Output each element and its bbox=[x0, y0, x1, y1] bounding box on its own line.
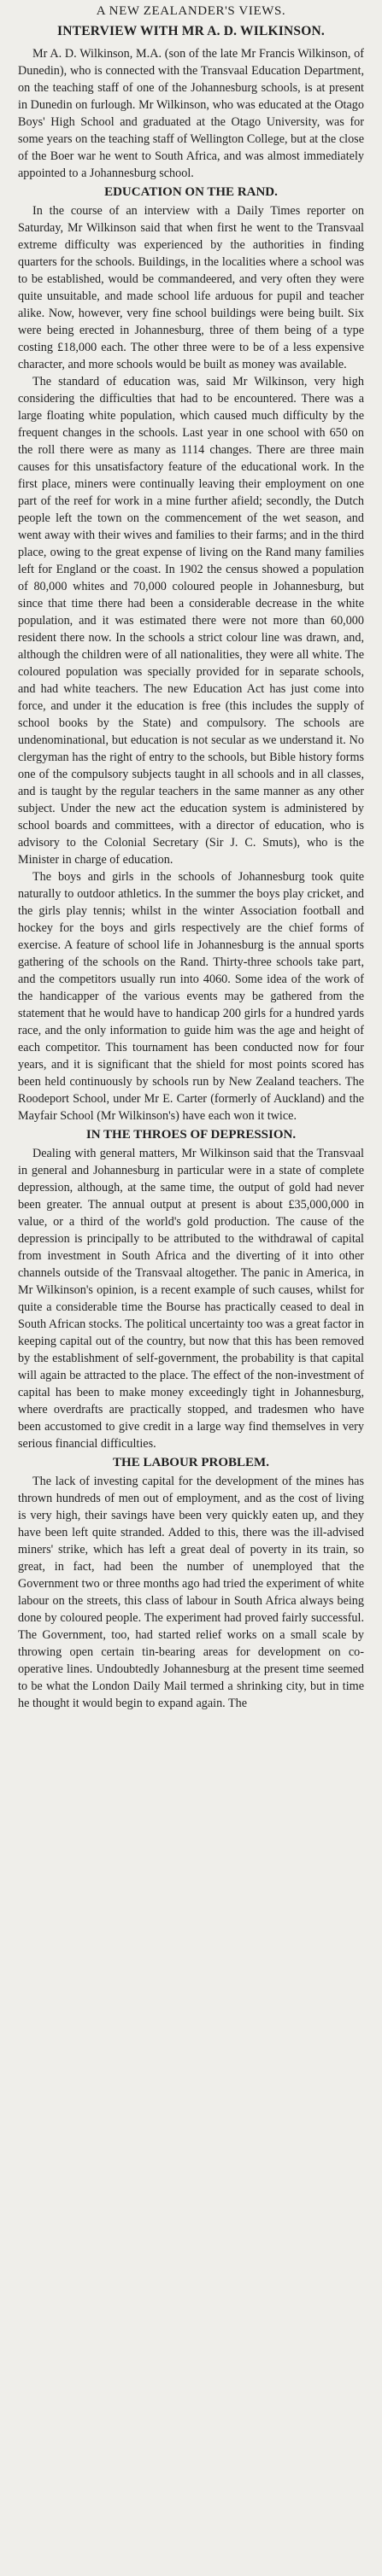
section-heading: EDUCATION ON THE RAND. bbox=[104, 185, 278, 199]
section-intro bbox=[18, 45, 364, 182]
section-education bbox=[18, 184, 364, 1124]
paragraph: Mr A. D. Wilkinson, M.A. (son of the late Mr Francis Wilkinson, of Dunedin), who is connected with the Transvaal Education Department, on the teaching staff of one of the Johannesburg schools, is at present in Dunedin on furlough. Mr Wilkinson, who was educated at the Otago Boys' High School and graduated at the Otago University, was for some years on the teaching staff of Wellington College, but at the close of the Boer war he went to South Africa, and was almost immediately appointed to a Johannesburg school. bbox=[18, 47, 364, 180]
paragraph: The boys and girls in the schools of Johannesburg took quite naturally to outdoor athletics. In the summer the boys play cricket, and the girls play tennis; whilst in the winter Association football and hockey for the boys and girls respectively are the chief forms of exercise. A feature of school life in Johannesburg is the annual sports gathering of the schools on the Rand. Thirty-three schools take part, and the competitors usually run into 4060. Some idea of the work of the handicapper of the various events may be gathered from the statement that he would have to handicap 200 girls for a hundred yards race, and the only information to guide him was the age and height of each competitor. This tournament has been conducted now for four years, and it is significant that the shield for most points scored has been held continuously by schools run by New Zealand teachers. The Roodeport School, under Mr E. Carter (formerly of Auckland) and the Mayfair School (Mr Wilkinson's) have each won it twice. bbox=[18, 870, 364, 1123]
section-labour bbox=[18, 1454, 364, 1712]
paragraph: Dealing with general matters, Mr Wilkinson said that the Transvaal in general and Johannesburg in particular were in a state of complete depression, although, at the same time, the output of gold had never been greater. The annual output at present is about £35,000,000 in value, or a third of the world's gold production. The cause of the depression is principally to be attributed to the withdrawal of capital from investment in South Africa and the diverting of it into other channels outside of the Transvaal altogether. The panic in America, in Mr Wilkinson's opinion, is a recent example of such causes, whilst for quite a considerable time the Bourse has practically ceased to deal in South African stocks. The political uncertainty too was a great factor in keeping capital out of the country, but now that this has been removed by the establishment of self-government, the probability is that capital will again be attracted to the place. The effect of the non-investment of capital has been to make money exceedingly tight in Johannesburg, where overdrafts are practically stopped, and tradesmen who have been accustomed to give credit in a large way find themselves in very serious financial difficulties. bbox=[18, 1147, 364, 1451]
paragraph: In the course of an interview with a Daily Times reporter on Saturday, Mr Wilkinson said that when first he went to the Transvaal extreme difficulty was experienced by the authorities in finding quarters for the schools. Buildings, in the localities where a school was to be established, would be commandeered, and very often they were quite unsuitable, and made school life arduous for pupil and teacher alike. Now, however, very fine school buildings were being built. Six were being erected in Johannesburg, three of them being of a type costing £18,000 each. The other three were to be of a less expensive character, and more schools would be built as money was available. bbox=[18, 204, 364, 371]
paragraph: The lack of investing capital for the development of the mines has thrown hundreds of men out of employment, and as the cost of living is very high, their savings have been very quickly eaten up, and they have been left quite stranded. Added to this, there was the ill-advised miners' strike, which has left a great deal of poverty in its train, so great, in fact, had been the number of unemployed that the Government two or three months ago had tried the experiment of white labour on the streets, this class of labour in South Africa always being done by coloured people. The experiment had proved fairly successful. The Government, too, had started relief works on a small scale by throwing open certain tin-bearing areas for development on co-operative lines. Undoubtedly Johannesburg at the present time seemed to be what the London Daily Mail termed a shrinking city, but in time he thought it would begin to expand again. The bbox=[18, 1475, 364, 1710]
section-heading: THE LABOUR PROBLEM. bbox=[113, 1456, 269, 1469]
article-headline: INTERVIEW WITH MR A. D. WILKINSON. bbox=[57, 24, 325, 38]
paragraph: The standard of education was, said Mr Wilkinson, very high considering the difficulties that had to be encountered. There was a large floating white population, which caused much difficulty by the frequent changes in the schools. Last year in one school with 650 on the roll there were as many as 1114 changes. There are three main causes for this unsatisfactory feature of the educational work. In the first place, miners were continually leaving their employment on one part of the reef for work in a mine further afield; secondly, the Dutch people left the town on the commencement of the wet season, and went away with their wives and families to their farms; and in the third place, owing to the great expense of living on the Rand many families left for England or the coast. In 1902 the census showed a population of 80,000 whites and 70,000 coloured people in Johannesburg, but since that time there had been a considerable decrease in the white population, and it was estimated there were not more than 60,000 resident there now. In the schools a strict colour line was drawn, and, although the children were of all nationalities, they were all white. The coloured population was specially provided for in separate schools, and had white teachers. The new Education Act has just come into force, and under it the education is free (this includes the supply of school books by the State) and compulsory. The schools are undenominational, but education is not secular as we understand it. No clergyman has the right of entry to the schools, but Bible history forms one of the compulsory subjects taught in all schools and in all classes, and is taught by the regular teachers in the same manner as any other subject. Under the new act the education system is administered by school boards and committees, with a director of education, who is advisory to the Colonial Secretary (Sir J. C. Smuts), who is the Minister in charge of education. bbox=[18, 375, 364, 867]
article-title: A NEW ZEALANDER'S VIEWS. bbox=[96, 4, 286, 18]
section-heading: IN THE THROES OF DEPRESSION. bbox=[85, 1128, 297, 1142]
section-depression bbox=[18, 1126, 364, 1452]
